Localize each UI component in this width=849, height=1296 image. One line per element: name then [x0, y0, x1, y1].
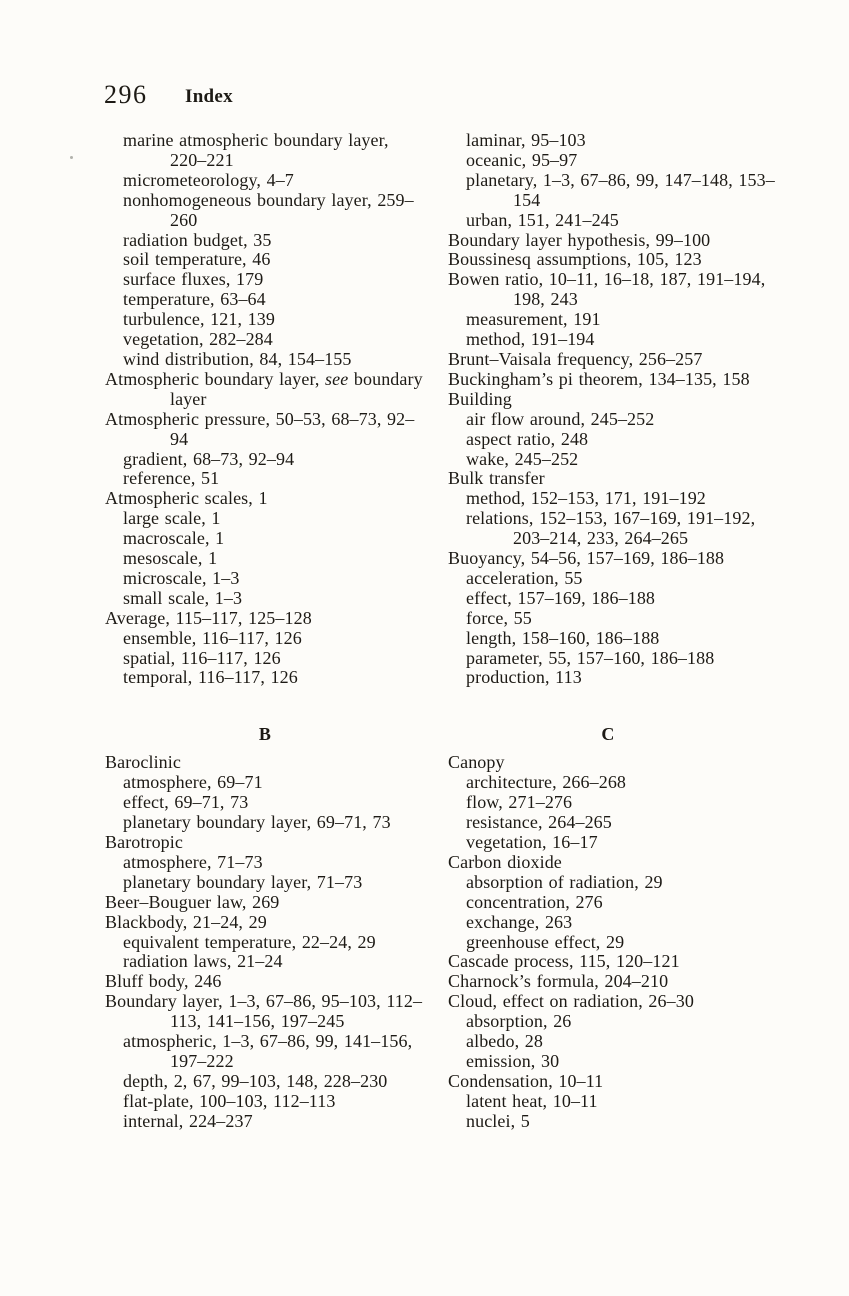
index-entry-line	[105, 972, 450, 992]
index-entry-line	[466, 793, 820, 813]
index-entry-line	[466, 1032, 820, 1052]
index-entry-text: length, 158–160, 186–188	[466, 627, 660, 648]
index-entry-text: Charnock’s formula, 204–210	[448, 971, 669, 992]
index-entry-line	[466, 873, 820, 893]
index-entry-text: Beer–Bouguer law, 269	[105, 891, 280, 912]
index-entry-line	[448, 753, 820, 773]
index-entry-text: Average, 115–117, 125–128	[105, 607, 312, 628]
index-entry-line	[448, 390, 820, 410]
index-entry-text: ensemble, 116–117, 126	[123, 627, 302, 648]
index-entry-line	[466, 893, 820, 913]
index-entry-text: soil temperature, 46	[123, 249, 271, 270]
scan-speck	[70, 156, 73, 159]
index-entry-line	[448, 1072, 820, 1092]
index-entry-line	[123, 813, 450, 833]
index-entry-line	[466, 489, 820, 509]
index-entry-text: emission, 30	[466, 1050, 560, 1071]
index-entry-line	[466, 629, 820, 649]
index-entry-text: planetary boundary layer, 69–71, 73	[123, 812, 391, 833]
index-entry-text: parameter, 55, 157–160, 186–188	[466, 647, 715, 668]
index-entry-text: concentration, 276	[466, 891, 603, 912]
index-column-right	[448, 131, 820, 1132]
index-entry-text: 260	[170, 209, 198, 230]
index-entry-text: large scale, 1	[123, 508, 221, 529]
index-entry-line	[123, 350, 450, 370]
index-entry-text: measurement, 191	[466, 309, 601, 330]
index-entry-text: method, 152–153, 171, 191–192	[466, 488, 706, 509]
index-entry-line	[448, 549, 820, 569]
index-entry-text: Bulk transfer	[448, 468, 545, 489]
index-entry-line	[448, 231, 820, 251]
index-entry-text: Condensation, 10–11	[448, 1070, 604, 1091]
index-entry-text: exchange, 263	[466, 911, 573, 932]
index-entry-text: wake, 245–252	[466, 448, 579, 469]
index-entry-line	[123, 589, 450, 609]
index-entry-line	[448, 952, 820, 972]
index-entry-text: nuclei, 5	[466, 1110, 530, 1131]
index-entry-text: gradient, 68–73, 92–94	[123, 448, 295, 469]
index-entry-line	[123, 231, 450, 251]
index-entry-line	[123, 773, 450, 793]
index-entry-line	[466, 430, 820, 450]
index-entry-text: nonhomogeneous boundary layer, 259–	[123, 189, 414, 210]
index-entry-line	[448, 992, 820, 1012]
index-entry-text: oceanic, 95–97	[466, 149, 578, 170]
index-entry-line	[123, 250, 450, 270]
index-entry-text: turbulence, 121, 139	[123, 309, 275, 330]
index-entry-text: vegetation, 282–284	[123, 329, 273, 350]
index-entry-line	[170, 390, 450, 410]
index-entry-text: effect, 69–71, 73	[123, 792, 249, 813]
index-entry-line	[466, 450, 820, 470]
index-entry-text: architecture, 266–268	[466, 772, 627, 793]
index-entry-line	[105, 913, 450, 933]
index-entry-line	[448, 469, 820, 489]
index-entry-text: equivalent temperature, 22–24, 29	[123, 931, 376, 952]
index-entry-text: production, 113	[466, 667, 582, 688]
index-entry-line	[123, 668, 450, 688]
index-entry-text: vegetation, 16–17	[466, 832, 598, 852]
index-entry-text: 197–222	[170, 1050, 234, 1071]
index-entry-text: mesoscale, 1	[123, 548, 218, 569]
index-entry-line	[466, 933, 820, 953]
index-column-left	[105, 131, 450, 1132]
index-entry-line	[123, 171, 450, 191]
index-entry-line	[170, 1052, 450, 1072]
index-entry-text: Atmospheric pressure, 50–53, 68–73, 92–	[105, 408, 415, 429]
index-entry-line	[466, 609, 820, 629]
index-entry-line	[123, 873, 450, 893]
index-entry-text: flow, 271–276	[466, 792, 573, 813]
page-number: 296	[104, 80, 148, 109]
index-entry-text: temporal, 116–117, 126	[123, 667, 298, 688]
index-entry-text: 198, 243	[513, 289, 578, 310]
index-entry-line	[105, 833, 450, 853]
index-entry-line	[466, 813, 820, 833]
index-entry-line	[123, 131, 450, 151]
index-entry-line	[123, 793, 450, 813]
index-entry-text: Canopy	[448, 752, 505, 773]
index-entry-line	[170, 430, 450, 450]
index-entry-text: Blackbody, 21–24, 29	[105, 911, 267, 932]
index-entry-text: macroscale, 1	[123, 528, 225, 549]
index-entry-text: wind distribution, 84, 154–155	[123, 348, 352, 369]
index-entry-text: acceleration, 55	[466, 567, 583, 588]
index-entry-line	[466, 509, 820, 529]
index-entry-text: Atmospheric boundary layer,	[105, 368, 326, 389]
index-entry-text: temperature, 63–64	[123, 289, 266, 310]
index-entry-text: Boundary layer hypothesis, 99–100	[448, 229, 711, 250]
index-entry-text: Brunt–Vaisala frequency, 256–257	[448, 348, 703, 369]
index-entry-text: Cascade process, 115, 120–121	[448, 951, 680, 972]
index-entry-text: Buoyancy, 54–56, 157–169, 186–188	[448, 548, 725, 569]
index-entry-text: Atmospheric scales, 1	[105, 488, 268, 509]
index-entry-text: laminar, 95–103	[466, 130, 586, 150]
index-entry-text: internal, 224–237	[123, 1110, 253, 1131]
index-entry-line	[105, 753, 450, 773]
index-entry-line	[513, 191, 820, 211]
index-entry-text: Buckingham’s pi theorem, 134–135, 158	[448, 368, 750, 389]
index-entry-line	[466, 131, 820, 151]
index-entry-text: depth, 2, 67, 99–103, 148, 228–230	[123, 1070, 388, 1091]
index-entry-text: 94	[170, 428, 189, 449]
index-entry-text: Carbon dioxide	[448, 851, 562, 872]
index-entry-line	[466, 833, 820, 853]
index-entry-line	[466, 1112, 820, 1132]
index-entry-line	[123, 270, 450, 290]
index-entry-text: atmospheric, 1–3, 67–86, 99, 141–156,	[123, 1031, 413, 1052]
index-entry-line	[123, 933, 450, 953]
index-entry-line	[123, 1112, 450, 1132]
section-heading: B	[258, 724, 272, 745]
index-entry-text: Boundary layer, 1–3, 67–86, 95–103, 112–	[105, 991, 423, 1012]
index-entry-text: 113, 141–156, 197–245	[170, 1011, 345, 1032]
index-entry-line	[466, 211, 820, 231]
index-entry-text: Barotropic	[105, 832, 183, 852]
index-entry-line	[123, 853, 450, 873]
index-entry-line	[448, 972, 820, 992]
index-entry-line	[123, 330, 450, 350]
index-entry-line	[123, 549, 450, 569]
index-entry-text: small scale, 1–3	[123, 587, 243, 608]
section-heading: C	[601, 724, 615, 745]
index-entry-text: radiation budget, 35	[123, 229, 272, 250]
index-entry-line	[123, 509, 450, 529]
index-entry-text: planetary boundary layer, 71–73	[123, 871, 363, 892]
index-entry-line	[466, 330, 820, 350]
index-entry-line	[466, 913, 820, 933]
index-entry-text: air flow around, 245–252	[466, 408, 655, 429]
index-entry-text: latent heat, 10–11	[466, 1090, 598, 1111]
index-entry-line	[123, 649, 450, 669]
index-entry-line	[466, 1092, 820, 1112]
index-entry-text: relations, 152–153, 167–169, 191–192,	[466, 508, 756, 529]
index-entry-text: atmosphere, 71–73	[123, 851, 263, 872]
index-entry-text: Building	[448, 388, 512, 409]
index-entry-text: radiation laws, 21–24	[123, 951, 283, 972]
index-entry-text: Bluff body, 246	[105, 971, 222, 992]
index-entry-line	[466, 1012, 820, 1032]
index-entry-text: surface fluxes, 179	[123, 269, 264, 290]
index-entry-line	[105, 992, 450, 1012]
index-entry-text: method, 191–194	[466, 329, 595, 350]
index-entry-line	[448, 370, 820, 390]
index-entry-text: absorption of radiation, 29	[466, 871, 663, 892]
index-entry-line	[448, 350, 820, 370]
index-entry-line	[123, 952, 450, 972]
index-entry-text: 154	[513, 189, 541, 210]
index-entry-line	[123, 290, 450, 310]
index-entry-text: marine atmospheric boundary layer,	[123, 130, 389, 150]
index-entry-text: atmosphere, 69–71	[123, 772, 263, 793]
index-entry-line	[105, 489, 450, 509]
index-entry-line	[105, 370, 450, 390]
index-entry-line	[123, 191, 450, 211]
index-entry-line	[123, 469, 450, 489]
index-entry-line	[466, 151, 820, 171]
index-entry-line	[123, 529, 450, 549]
index-entry-text: Bowen ratio, 10–11, 16–18, 187, 191–194,	[448, 269, 766, 290]
index-entry-line	[123, 310, 450, 330]
index-entry-line	[513, 290, 820, 310]
index-entry-text: 203–214, 233, 264–265	[513, 528, 689, 549]
index-entry-text: albedo, 28	[466, 1031, 543, 1052]
index-entry-line	[170, 211, 450, 231]
cross-reference-see: see	[325, 368, 349, 389]
index-entry-text: layer	[170, 388, 207, 409]
page-title: Index	[185, 86, 233, 107]
index-entry-text: force, 55	[466, 607, 532, 628]
index-entry-text: flat-plate, 100–103, 112–113	[123, 1090, 336, 1111]
index-entry-text: Cloud, effect on radiation, 26–30	[448, 991, 694, 1012]
index-entry-text: 220–221	[170, 149, 234, 170]
index-entry-line	[123, 1072, 450, 1092]
index-entry-line	[123, 1092, 450, 1112]
index-entry-line	[123, 629, 450, 649]
index-entry-text: Baroclinic	[105, 752, 181, 773]
index-entry-line	[513, 529, 820, 549]
index-entry-line	[448, 853, 820, 873]
index-entry-text: spatial, 116–117, 126	[123, 647, 281, 668]
index-entry-text: microscale, 1–3	[123, 567, 240, 588]
index-entry-line	[466, 1052, 820, 1072]
index-entry-line	[123, 1032, 450, 1052]
index-entry-line	[170, 151, 450, 171]
index-entry-line	[105, 609, 450, 629]
index-entry-line	[466, 569, 820, 589]
index-entry-line	[448, 270, 820, 290]
index-entry-line	[466, 649, 820, 669]
index-entry-text: absorption, 26	[466, 1011, 572, 1032]
index-entry-line	[466, 410, 820, 430]
index-entry-line	[466, 773, 820, 793]
index-entry-line	[105, 893, 450, 913]
index-entry-line	[170, 1012, 450, 1032]
index-entry-text: effect, 157–169, 186–188	[466, 587, 656, 608]
index-entry-text: aspect ratio, 248	[466, 428, 589, 449]
index-entry-text: micrometeorology, 4–7	[123, 169, 294, 190]
index-entry-text: Boussinesq assumptions, 105, 123	[448, 249, 702, 270]
index-entry-text: resistance, 264–265	[466, 812, 612, 833]
index-entry-line	[105, 410, 450, 430]
index-entry-text: planetary, 1–3, 67–86, 99, 147–148, 153–	[466, 169, 775, 190]
index-entry-line	[123, 450, 450, 470]
index-entry-text: greenhouse effect, 29	[466, 931, 625, 952]
index-entry-text: boundary	[348, 368, 423, 389]
index-entry-line	[466, 668, 820, 688]
index-entry-line	[466, 310, 820, 330]
index-entry-line	[466, 589, 820, 609]
index-entry-line	[466, 171, 820, 191]
index-entry-text: reference, 51	[123, 468, 220, 489]
index-entry-line	[123, 569, 450, 589]
index-entry-line	[448, 250, 820, 270]
index-entry-text: urban, 151, 241–245	[466, 209, 619, 230]
